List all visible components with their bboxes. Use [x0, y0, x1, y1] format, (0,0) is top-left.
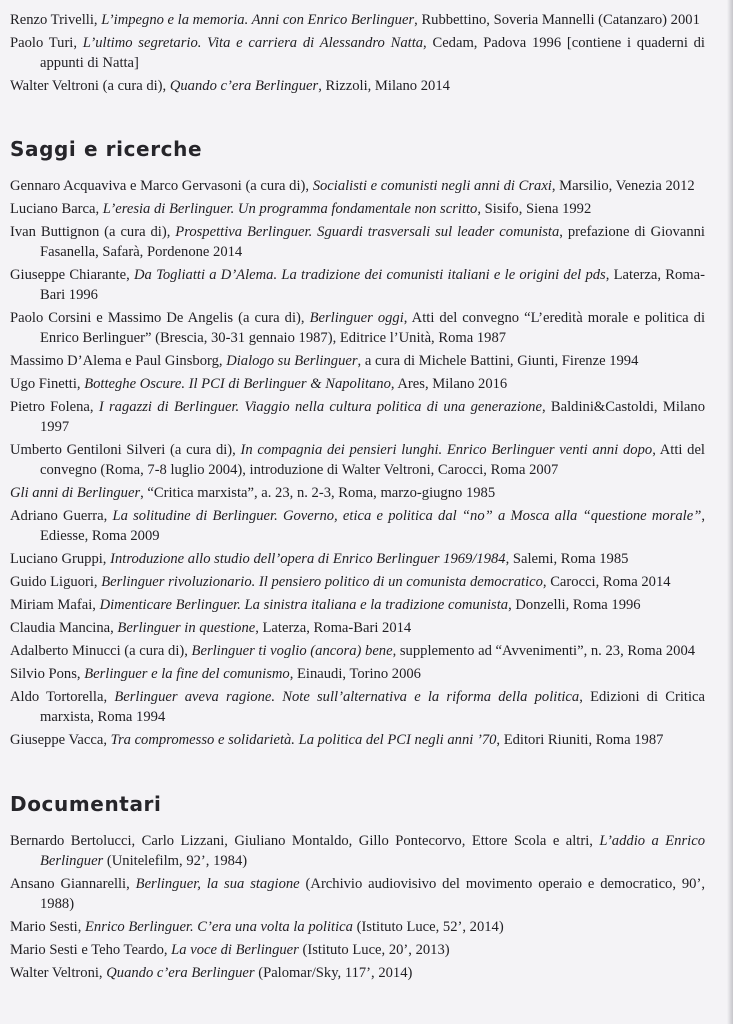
- entry-title: L’impegno e la memoria. Anni con Enrico Berlinguer: [101, 12, 415, 28]
- entry-title: Enrico Berlinguer. C’era una volta la politica: [85, 919, 353, 935]
- entry-title: Berlinguer aveva ragione. Note sull’alternativa e la riforma della politica: [114, 689, 580, 705]
- bibliography-entry: Luciano Gruppi, Introduzione allo studio dell’opera di Enrico Berlinguer 1969/1984, Salemi, Roma 1985: [10, 551, 629, 567]
- entry-title: Quando c’era Berlinguer: [106, 965, 255, 981]
- entry-title: Dialogo su Berlinguer: [226, 353, 358, 369]
- bibliography-entry: Massimo D’Alema e Paul Ginsborg, Dialogo su Berlinguer, a cura di Michele Battini, Giunti, Firenze 1994: [10, 353, 639, 369]
- bibliography-entry: Ansano Giannarelli, Berlinguer, la sua stagione (Archivio audiovisivo del movimento operaio e democratico, 90’, 1988): [10, 876, 705, 912]
- bibliography-entry: Mario Sesti, Enrico Berlinguer. C’era una volta la politica (Istituto Luce, 52’, 2014): [10, 919, 504, 935]
- bibliography-entry: Walter Veltroni, Quando c’era Berlinguer (Palomar/Sky, 117’, 2014): [10, 965, 413, 981]
- entry-title: I ragazzi di Berlinguer. Viaggio nella cultura politica di una generazione: [98, 399, 542, 415]
- entry-title: La solitudine di Berlinguer. Governo, etica e politica dal “no” a Mosca alla “questione morale”: [112, 508, 702, 524]
- entry-title: Socialisti e comunisti negli anni di Craxi: [312, 178, 552, 194]
- bibliography-entry: Mario Sesti e Teho Teardo, La voce di Berlinguer (Istituto Luce, 20’, 2013): [10, 942, 450, 958]
- entry-title: Introduzione allo studio dell’opera di Enrico Berlinguer 1969/1984: [110, 551, 506, 567]
- entry-title: Berlinguer ti voglio (ancora) bene: [191, 643, 393, 659]
- bibliography-entry: Miriam Mafai, Dimenticare Berlinguer. La sinistra italiana e la tradizione comunista, Donzelli, Roma 1996: [10, 597, 641, 613]
- bibliography-entry: Bernardo Bertolucci, Carlo Lizzani, Giuliano Montaldo, Gillo Pontecorvo, Ettore Scola e altri, L’addio a Enrico Berlinguer (Unitelefilm, 92’, 1984): [10, 833, 705, 869]
- bibliography-entry: Ugo Finetti, Botteghe Oscure. Il PCI di Berlinguer & Napolitano, Ares, Milano 2016: [10, 376, 508, 392]
- entry-title: Da Togliatti a D’Alema. La tradizione dei comunisti italiani e le origini del pds: [133, 267, 606, 283]
- bibliography-entry: Umberto Gentiloni Silveri (a cura di), In compagnia dei pensieri lunghi. Enrico Berlinguer venti anni dopo, Atti del convegno (Roma, 7-8 luglio 2004), introduzione di Walter Veltroni, Carocci, Roma 2007: [10, 442, 705, 478]
- bibliography-entry: Aldo Tortorella, Berlinguer aveva ragione. Note sull’alternativa e la riforma della politica, Edizioni di Critica marxista, Roma 1994: [10, 689, 705, 725]
- bibliography-entry: Giuseppe Chiarante, Da Togliatti a D’Alema. La tradizione dei comunisti italiani e le origini del pds, Laterza, Roma-Bari 1996: [10, 267, 705, 303]
- entry-title: Botteghe Oscure. Il PCI di Berlinguer & Napolitano: [84, 376, 391, 392]
- entry-title: Berlinguer oggi: [309, 310, 404, 326]
- bibliography-entry: Luciano Barca, L’eresia di Berlinguer. Un programma fondamentale non scritto, Sisifo, Siena 1992: [10, 201, 592, 217]
- bibliography-entry: Renzo Trivelli, L’impegno e la memoria. Anni con Enrico Berlinguer, Rubbettino, Soveria Mannelli (Catanzaro) 2001: [10, 12, 700, 28]
- bibliography-entry: Giuseppe Vacca, Tra compromesso e solidarietà. La politica del PCI negli anni ’70, Editori Riuniti, Roma 1987: [10, 732, 664, 748]
- bibliography-entry: Claudia Mancina, Berlinguer in questione, Laterza, Roma-Bari 2014: [10, 620, 412, 636]
- entry-title: Gli anni di Berlinguer: [10, 485, 141, 501]
- bibliography-entry: Paolo Corsini e Massimo De Angelis (a cura di), Berlinguer oggi, Atti del convegno “L’eredità morale e politica di Enrico Berlinguer” (Brescia, 30-31 gennaio 1987), Editrice l’Unità, Roma 1987: [10, 310, 706, 346]
- bibliography-entry: Adalberto Minucci (a cura di), Berlinguer ti voglio (ancora) bene, supplemento ad “Avvenimenti”, n. 23, Roma 2004: [10, 643, 696, 659]
- section-heading-saggi: Saggi e ricerche: [10, 137, 203, 161]
- entry-title: La voce di Berlinguer: [171, 942, 299, 958]
- bibliography-entry: Ivan Buttignon (a cura di), Prospettiva Berlinguer. Sguardi trasversali sul leader comunista, prefazione di Giovanni Fasanella, Safarà, Pordenone 2014: [10, 224, 705, 260]
- section-heading-documentari: Documentari: [10, 792, 162, 816]
- entry-title: L’ultimo segretario. Vita e carriera di Alessandro Natta: [82, 35, 424, 51]
- bibliography-entry: Silvio Pons, Berlinguer e la fine del comunismo, Einaudi, Torino 2006: [10, 666, 421, 682]
- bibliography-entry: Adriano Guerra, La solitudine di Berlinguer. Governo, etica e politica dal “no” a Mosca alla “questione morale”, Ediesse, Roma 2009: [10, 508, 705, 544]
- entry-title: In compagnia dei pensieri lunghi. Enrico Berlinguer venti anni dopo: [240, 442, 653, 458]
- bibliography-entry: Walter Veltroni (a cura di), Quando c’era Berlinguer, Rizzoli, Milano 2014: [10, 78, 450, 94]
- entry-title: Berlinguer rivoluzionario. Il pensiero politico di un comunista democratico: [101, 574, 543, 590]
- entry-title: Berlinguer e la fine del comunismo: [84, 666, 290, 682]
- entry-title: Berlinguer, la sua stagione: [135, 876, 300, 892]
- entry-title: Berlinguer in questione: [117, 620, 256, 636]
- saggi-entries: [10, 176, 705, 750]
- bibliography-entry: Guido Liguori, Berlinguer rivoluzionario. Il pensiero politico di un comunista democratico, Carocci, Roma 2014: [10, 574, 671, 590]
- entry-title: L’addio a Enrico Berlinguer: [40, 833, 705, 869]
- bibliography-entry: Pietro Folena, I ragazzi di Berlinguer. Viaggio nella cultura politica di una generazione, Baldini&Castoldi, Milano 1997: [10, 399, 705, 435]
- bibliography-entry: Gennaro Acquaviva e Marco Gervasoni (a cura di), Socialisti e comunisti negli anni di Craxi, Marsilio, Venezia 2012: [10, 178, 695, 194]
- entry-title: Dimenticare Berlinguer. La sinistra italiana e la tradizione comunista: [99, 597, 509, 613]
- entry-title: Quando c’era Berlinguer: [169, 78, 319, 94]
- entry-title: Tra compromesso e solidarietà. La politica del PCI negli anni ’70: [110, 732, 497, 748]
- scan-edge-shadow: [727, 0, 733, 1024]
- bibliography-entry: Paolo Turi, L’ultimo segretario. Vita e carriera di Alessandro Natta, Cedam, Padova 1996 [contiene i quaderni di appunti di Natta]: [10, 35, 705, 71]
- entry-title: Prospettiva Berlinguer. Sguardi trasversali sul leader comunista: [175, 224, 560, 240]
- entry-title: L’eresia di Berlinguer. Un programma fondamentale non scritto: [102, 201, 478, 217]
- bibliography-entry: Gli anni di Berlinguer, “Critica marxista”, a. 23, n. 2-3, Roma, marzo-giugno 1985: [10, 485, 496, 501]
- documentari-entries: [10, 831, 705, 983]
- top-entries: [10, 10, 705, 96]
